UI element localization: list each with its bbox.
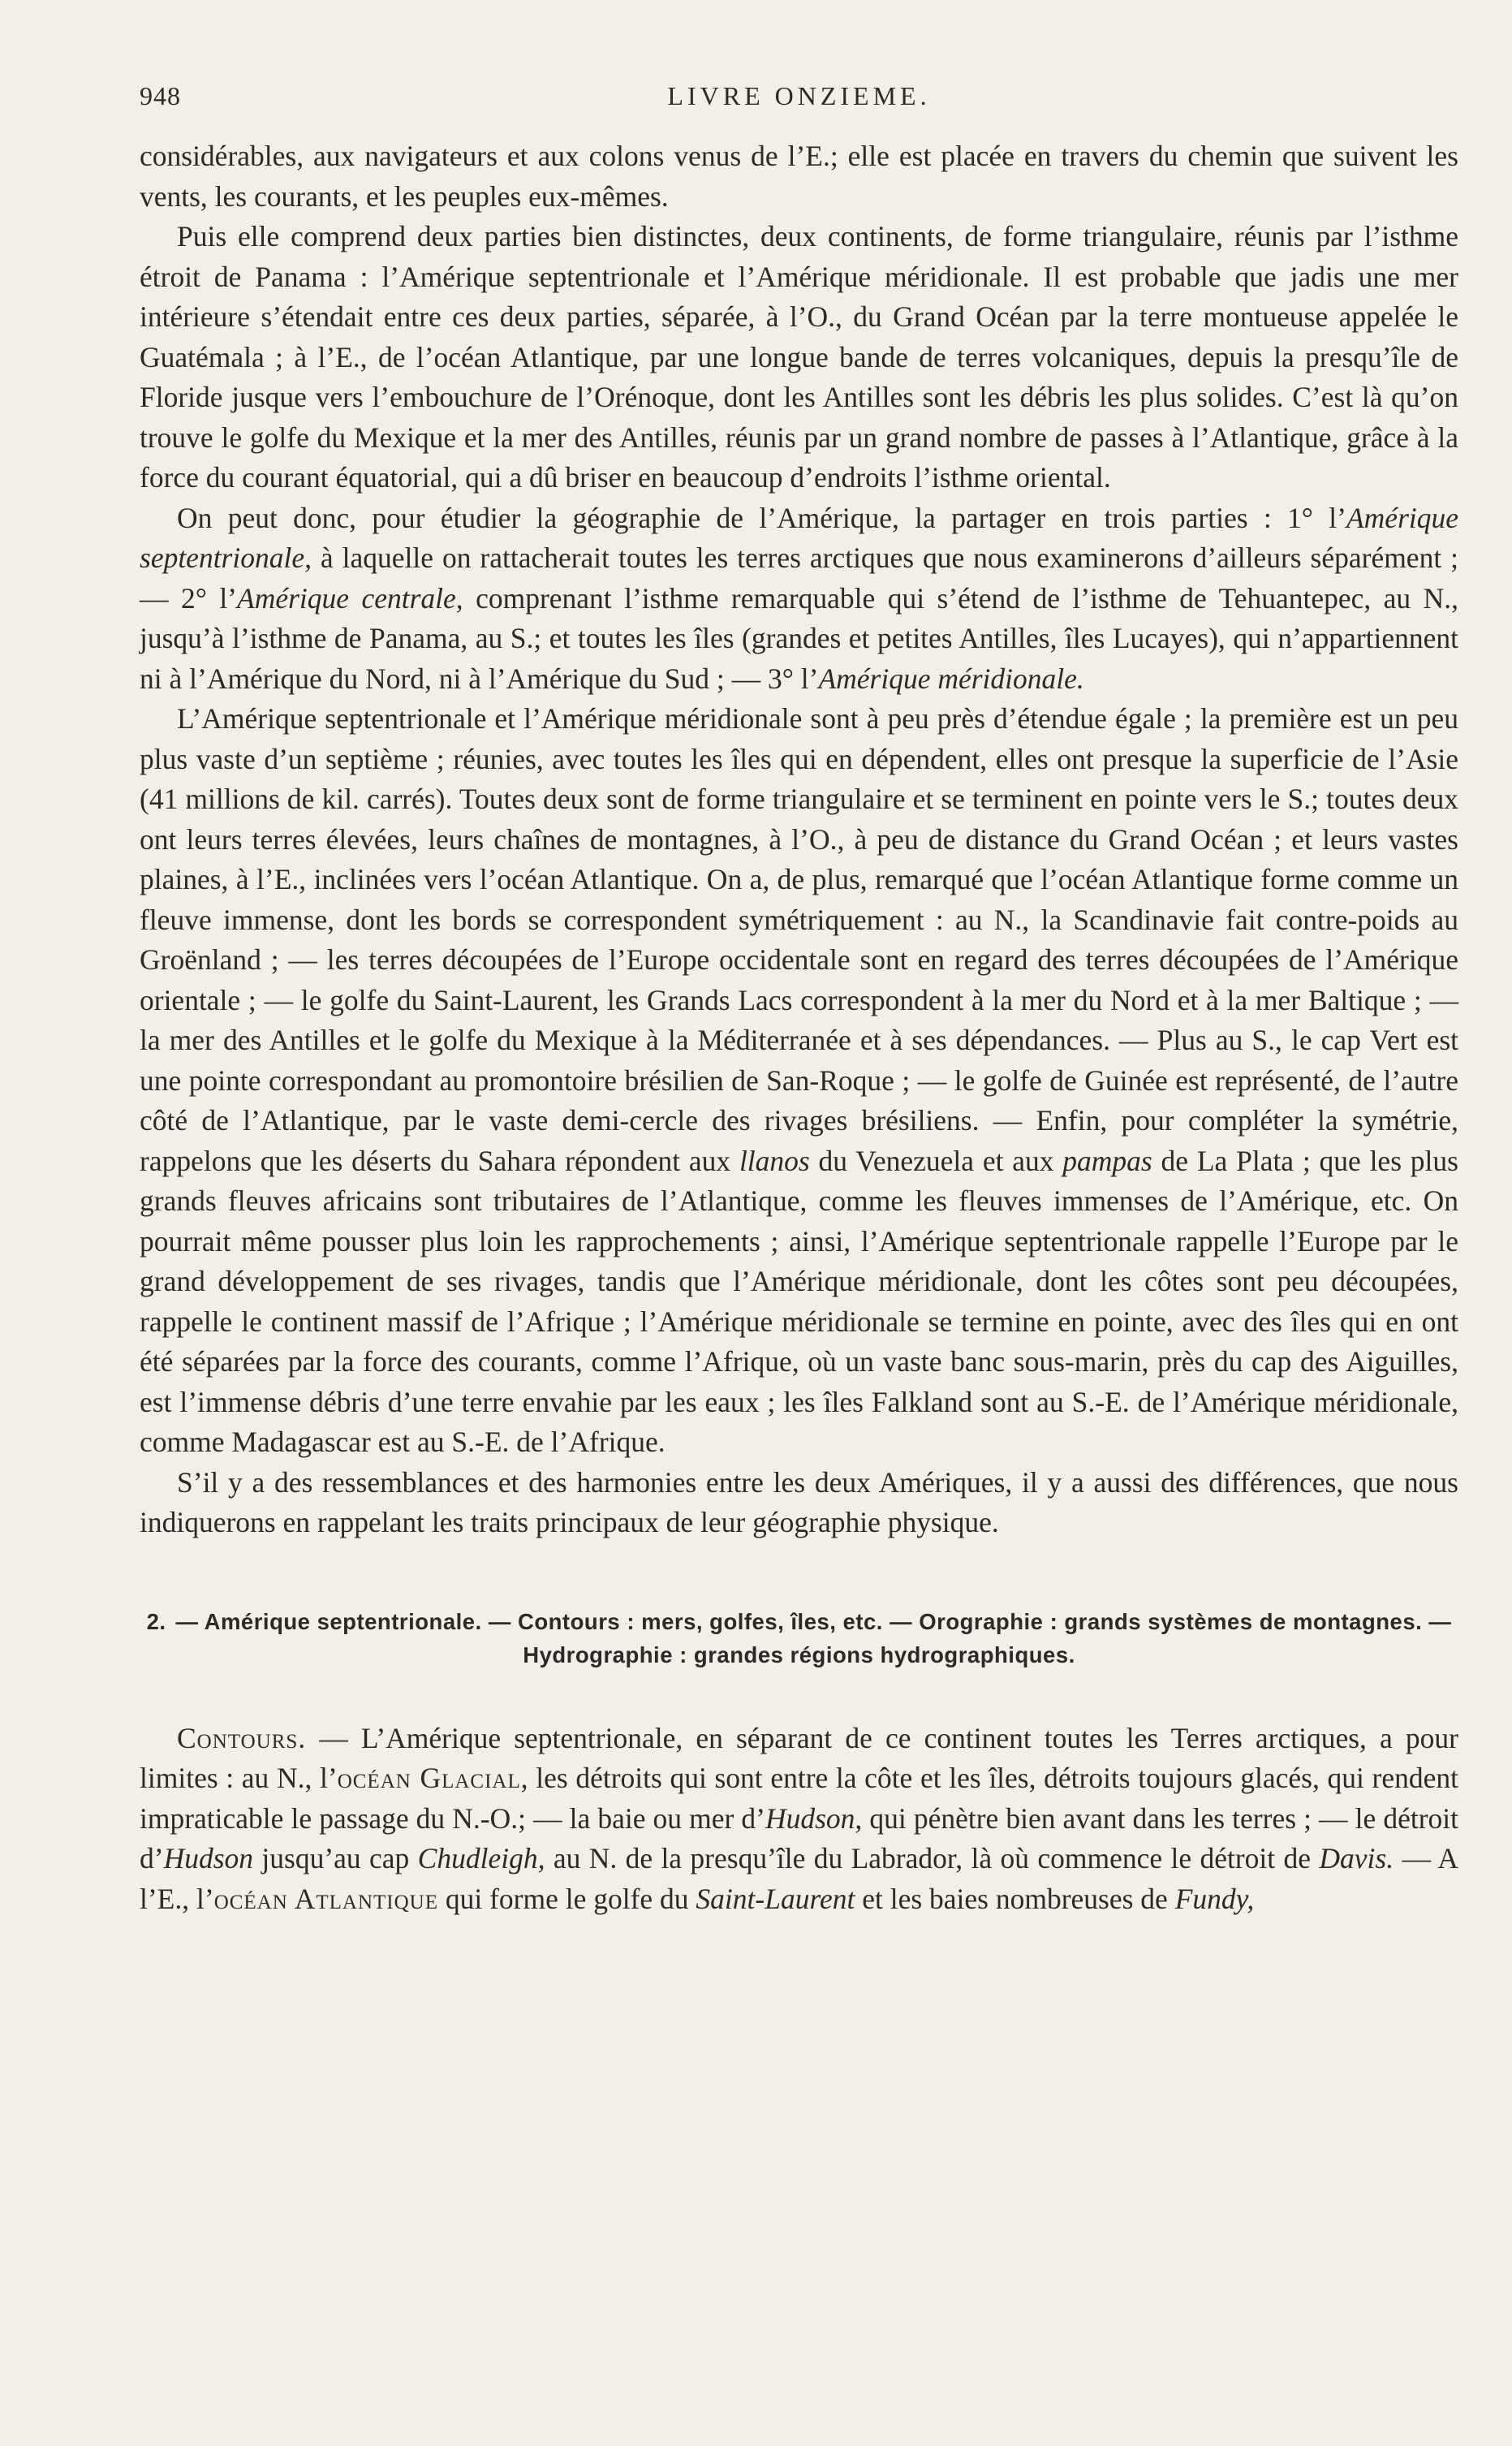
paragraph-1: considérables, aux navigateurs et aux colons venus de l’E.; elle est placée en travers du chemin que suivent les vents, les courants, et les peuples eux-mêmes. xyxy=(140,140,1458,213)
section-heading-text: — Amérique septentrionale. — Contours : mers, golfes, îles, etc. — Orographie : grands systèmes de montagnes. — Hydrographie : grandes régions hydrographiques. xyxy=(175,1608,1452,1667)
paragraph-4 xyxy=(140,699,1458,1463)
term-ocean-glacial: océan Glacial xyxy=(337,1762,521,1794)
paragraph-3-text-a: On peut donc, pour étudier la géographie de l’Amérique, la partager en trois parties : 1° l’ xyxy=(177,501,1346,534)
contours-text-1: — L’Amérique septentrionale, en séparant de ce continent toutes les Terres arctiques, a pour limites : au N., l’ xyxy=(140,1721,1458,1794)
paragraph-4-text-e: de La Plata ; que les plus grands fleuves africains sont tributaires de l’Atlantique, comme les fleuves immenses de l’Amérique, etc. On pourrait même pousser plus loin les rapprochements ; ainsi, l’Amérique septentrionale rappelle l’Europe par le grand développement de ses rivages, tandis que l’Amérique méridionale, dont les côtes sont peu découpées, rappelle le continent massif de l’Afrique ; l’Amérique méridionale se termine en pointe, avec des îles qui en ont été séparées par la force des courants, comme l’Afrique, où un vaste banc sous-marin, près du cap des Aiguilles, est l’immense débris d’une terre envahie par les eaux ; les îles Falkland sont au S.-E. de l’Amérique méridionale, comme Madagascar est au S.-E. de l’Afrique. xyxy=(140,1144,1458,1458)
body-text xyxy=(140,136,1458,1919)
running-title: LIVRE ONZIEME. xyxy=(667,81,931,110)
term-ocean-atlantique: océan Atlantique xyxy=(213,1882,438,1915)
contours-text-5: au N. de la presqu’île du Labrador, là où commence le détroit de xyxy=(545,1842,1320,1874)
paragraph-4-text-c: du Venezuela et aux xyxy=(809,1144,1063,1177)
term-chudleigh: Chudleigh, xyxy=(417,1842,545,1874)
contours-lead: Contours. xyxy=(177,1721,307,1754)
paragraph-3-text-e: comprenant l’isthme remarquable qui s’étend de l’isthme de Tehuantepec, au N., jusqu’à l’isthme de Panama, au S.; et toutes les îles (grandes et petites Antilles, îles Lucayes), qui n’appartiennent ni à l’Amérique du Nord, ni à l’Amérique du Sud ; — 3° l’ xyxy=(140,581,1458,695)
term-pampas: pampas xyxy=(1062,1144,1152,1177)
term-hudson-detroit: Hudson xyxy=(163,1842,254,1874)
contours-text-8: et les baies nombreuses de xyxy=(855,1882,1175,1915)
term-fundy: Fundy, xyxy=(1174,1882,1255,1915)
paragraph-contours xyxy=(140,1719,1458,1920)
section-heading xyxy=(140,1605,1458,1672)
page-header xyxy=(140,81,1458,120)
term-davis: Davis. xyxy=(1319,1842,1394,1874)
term-amerique-meridionale: Amérique méridionale. xyxy=(818,662,1084,695)
paragraph-3-text-c: à laquelle on rattacherait toutes les terres arctiques que nous examinerons d’ailleurs séparément ; — 2° l’ xyxy=(140,541,1458,615)
paragraph-2: Puis elle comprend deux parties bien distinctes, deux continents, de forme triangulaire, réunis par l’isthme étroit de Panama : l’Amérique septentrionale et l’Amérique méridionale. Il est probable que jadis une mer intérieure s’étendait entre ces deux parties, séparée, à l’O., du Grand Océan par la terre montueuse appelée le Guatémala ; à l’E., de l’océan Atlantique, par une longue bande de terres volcaniques, depuis la presqu’île de Floride jusque vers l’embouchure de l’Orénoque, dont les Antilles sont les débris les plus solides. C’est là qu’on trouve le golfe du Mexique et la mer des Antilles, réunis par un grand nombre de passes à l’Atlantique, grâce à la force du courant équatorial, qui a dû briser en beaucoup d’endroits l’isthme oriental. xyxy=(140,220,1458,494)
contours-text-7: qui forme le golfe du xyxy=(437,1882,696,1915)
section-number: 2. xyxy=(146,1608,166,1634)
contours-text-2: , les détroits qui sont entre la côte et les îles, détroits toujours glacés, qui rendent impraticable le passage du N.-O.; — la baie ou mer d’ xyxy=(140,1762,1458,1835)
contours-text-4: jusqu’au cap xyxy=(253,1842,418,1874)
paragraph-5: S’il y a des ressemblances et des harmonies entre les deux Amériques, il y a aussi des différences, que nous indiquerons en rappelant les traits principaux de leur géographie physique. xyxy=(140,1465,1458,1538)
term-amerique-centrale: Amérique centrale, xyxy=(237,581,463,615)
paragraph-4-text-a: L’Amérique septentrionale et l’Amérique méridionale sont à peu près d’étendue égale ; la première est un peu plus vaste d’un septième ; réunies, avec toutes les îles qui en dépendent, elles ont presque la superficie de l’Asie (41 millions de kil. carrés). Toutes deux sont de forme triangulaire et se terminent en pointe vers le S.; toutes deux ont leurs terres élevées, leurs chaînes de montagnes, à l’O., à peu de distance du Grand Océan ; et leurs vastes plaines, à l’E., inclinées vers l’océan Atlantique. On a, de plus, remarqué que l’océan Atlantique forme comme un fleuve immense, dont les bords se correspondent symétriquement : au N., la Scandinavie fait contre-poids au Groënland ; — les terres découpées de l’Europe occidentale sont en regard des terres découpées de l’Amérique orientale ; — le golfe du Saint-Laurent, les Grands Lacs correspondent à la mer du Nord et à la mer Baltique ; — la mer des Antilles et le golfe du Mexique à la Méditerranée et à ses dépendances. — Plus au S., le cap Vert est une pointe correspondant au promontoire brésilien de San-Roque ; — le golfe de Guinée est représenté, de l’autre côté de l’Atlantique, par le vaste demi-cercle des rivages brésiliens. — Enfin, pour compléter la symétrie, rappelons que les déserts du Sahara répondent aux xyxy=(140,702,1458,1177)
contours-text-6: — A l’E., l’ xyxy=(140,1842,1458,1915)
paragraph-3 xyxy=(140,498,1458,700)
term-llanos: llanos xyxy=(739,1144,810,1177)
term-amerique-septentrionale: Amérique septentrionale, xyxy=(140,501,1458,574)
term-hudson-baie: Hudson, xyxy=(765,1801,863,1835)
page-number: 948 xyxy=(140,81,181,110)
contours-text-3: qui pénètre bien avant dans les terres ; — le détroit d’ xyxy=(140,1801,1458,1874)
term-saint-laurent: Saint-Laurent xyxy=(696,1882,855,1915)
